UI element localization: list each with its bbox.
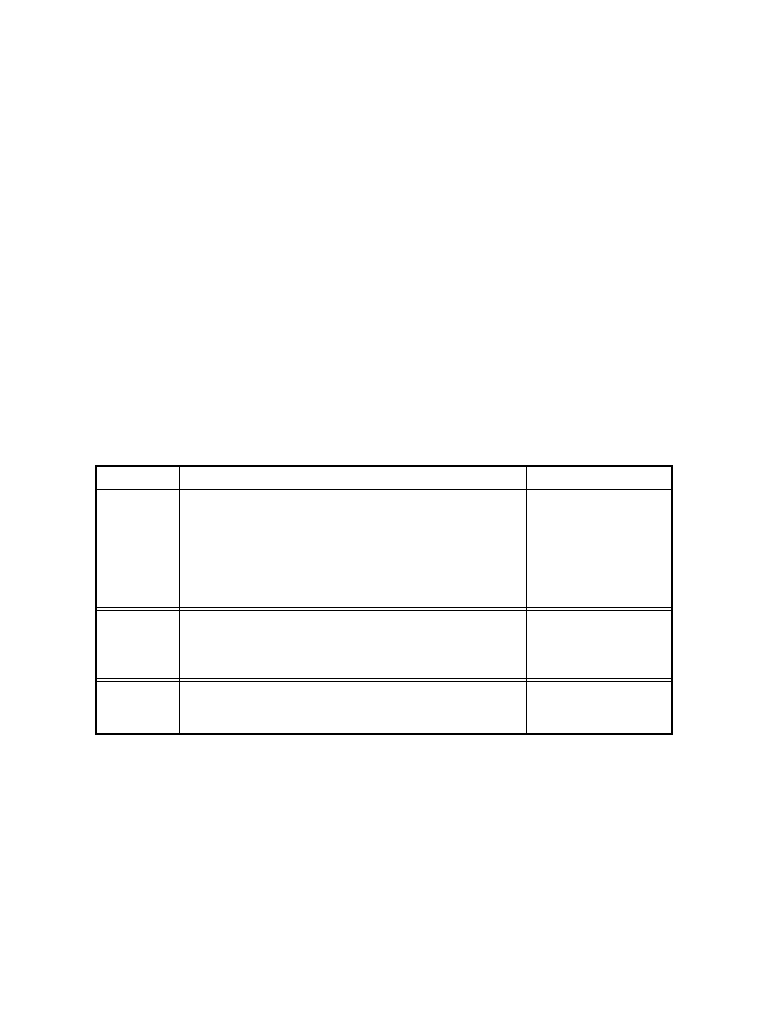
group-separator-1a — [95, 607, 673, 608]
group-separator-2b — [95, 681, 673, 682]
table-col-divider-2 — [526, 465, 527, 735]
group-separator-2a — [95, 678, 673, 679]
group-separator-1b — [95, 610, 673, 611]
table-header-border — [95, 489, 673, 490]
classes-table — [95, 465, 673, 735]
table-col-divider-1 — [179, 465, 180, 735]
